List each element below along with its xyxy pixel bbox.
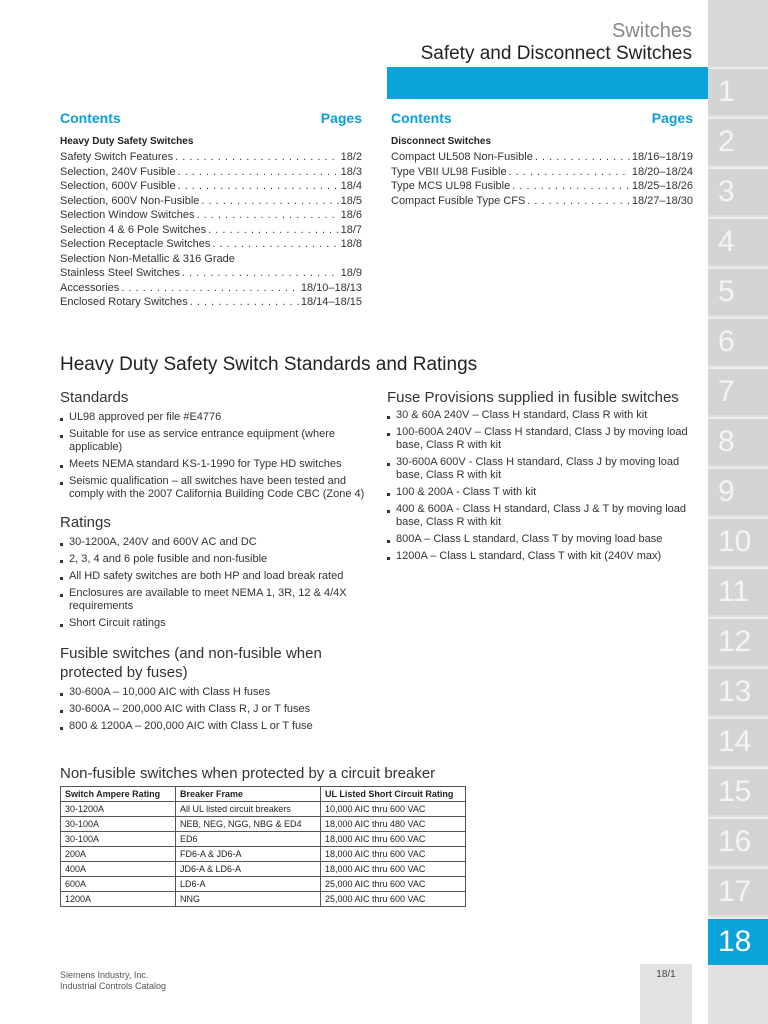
table-cell: JD6-A & LD6-A: [176, 862, 321, 877]
left-column: [60, 389, 370, 737]
contents-heading: Contents: [60, 110, 121, 126]
toc-item[interactable]: [60, 179, 362, 194]
table-cell: 10,000 AIC thru 600 VAC: [321, 802, 466, 817]
table-cell: 18,000 AIC thru 600 VAC: [321, 832, 466, 847]
list-item: 30 & 60A 240V – Class H standard, Class R with kit: [387, 409, 697, 422]
toc-item-label: Selection Receptacle Switches: [60, 238, 211, 250]
fusible-list: [60, 686, 370, 733]
toc-leader: [121, 281, 299, 296]
list-item: 100-600A 240V – Class H standard, Class J by moving load base, Class R with kit: [387, 426, 697, 452]
section-tab-9[interactable]: 9: [708, 467, 768, 515]
toc-item[interactable]: [60, 281, 362, 296]
page-number: 18/1: [640, 964, 692, 1024]
section-title: Heavy Duty Safety Switch Standards and Ratings: [60, 354, 478, 375]
table-cell: 18,000 AIC thru 480 VAC: [321, 817, 466, 832]
footer-catalog: Industrial Controls Catalog: [60, 981, 167, 991]
toc-item-label: Stainless Steel Switches: [60, 267, 180, 279]
table-cell: 30-100A: [61, 817, 176, 832]
toc-item-label: Selection 4 & 6 Pole Switches: [60, 223, 207, 236]
table-row: [61, 847, 466, 862]
list-item: Short Circuit ratings: [60, 617, 370, 630]
table-row: [61, 862, 466, 877]
toc-leader: [197, 208, 339, 223]
pages-heading: Pages: [651, 110, 693, 126]
list-item: 100 & 200A - Class T with kit: [387, 486, 697, 499]
contents-section-title: Heavy Duty Safety Switches: [60, 136, 194, 147]
toc-item-label: Compact Fusible Type CFS: [391, 194, 526, 207]
table-cell: 1200A: [61, 892, 176, 907]
toc-leader: [212, 237, 338, 252]
toc-item[interactable]: [60, 150, 362, 165]
toc-item[interactable]: [60, 223, 362, 238]
section-tab-1[interactable]: 1: [708, 67, 768, 115]
section-tab-8[interactable]: 8: [708, 417, 768, 465]
toc-item-label: Compact UL508 Non-Fusible: [391, 151, 533, 163]
list-item: Enclosures are available to meet NEMA 1, 3R, 12 & 4/4X requirements: [60, 587, 370, 613]
standards-list: [60, 411, 370, 501]
page-subtitle: Safety and Disconnect Switches: [420, 43, 692, 64]
table-cell: FD6-A & JD6-A: [176, 847, 321, 862]
section-tab-12[interactable]: 12: [708, 617, 768, 665]
table-row: [61, 892, 466, 907]
toc-item-page: 18/4: [340, 180, 362, 192]
contents-heading: Contents: [391, 110, 452, 126]
toc-item[interactable]: [60, 194, 362, 209]
table-row: [61, 832, 466, 847]
toc-item[interactable]: [391, 165, 693, 180]
toc-leader: [509, 165, 630, 180]
table-row: [61, 877, 466, 892]
toc-leader: [201, 194, 338, 209]
table-cell: 200A: [61, 847, 176, 862]
toc-leader: [178, 179, 339, 194]
toc-item[interactable]: [60, 252, 362, 267]
toc-item-page: 18/10–18/13: [300, 281, 362, 294]
toc-item-label: Accessories: [60, 281, 120, 294]
table-row: [61, 802, 466, 817]
toc-item-label: Type MCS UL98 Fusible: [391, 180, 511, 192]
table-heading: Non-fusible switches when protected by a circuit breaker: [60, 765, 436, 782]
fusible-heading: Fusible switches (and non-fusible when protected by fuses): [60, 645, 322, 681]
toc-item-label: Enclosed Rotary Switches: [60, 296, 188, 308]
table-cell: LD6-A: [176, 877, 321, 892]
table-cell: 18,000 AIC thru 600 VAC: [321, 862, 466, 877]
contents-section-title: Disconnect Switches: [391, 136, 492, 147]
toc-item-page: 18/14–18/15: [300, 296, 362, 308]
contents-left: [60, 110, 362, 310]
toc-item-page: 18/7: [340, 223, 362, 236]
section-tab-14[interactable]: 14: [708, 717, 768, 765]
page-title: Switches: [611, 20, 692, 42]
section-tab-11[interactable]: 11: [708, 567, 768, 615]
table-cell: 30-1200A: [61, 802, 176, 817]
list-item: 1200A – Class L standard, Class T with kit (240V max): [387, 550, 697, 563]
section-tab-18[interactable]: 18: [708, 917, 768, 965]
toc-item[interactable]: [60, 165, 362, 180]
toc-item-page: 18/25–18/26: [631, 180, 693, 192]
toc-item-label: Selection Non-Metallic & 316 Grade: [60, 252, 235, 265]
section-tab-spacer: [708, 0, 768, 67]
toc-item[interactable]: [391, 179, 693, 194]
table-cell: 25,000 AIC thru 600 VAC: [321, 892, 466, 907]
toc-item-page: 18/9: [340, 267, 362, 279]
toc-item[interactable]: [60, 266, 362, 281]
list-item: UL98 approved per file #E4776: [60, 411, 370, 424]
toc-item-label: Type VBII UL98 Fusible: [391, 165, 507, 178]
section-tab-5[interactable]: 5: [708, 267, 768, 315]
list-item: Seismic qualification – all switches have been tested and comply with the 2007 California Building Code CBC (Zone 4): [60, 475, 370, 501]
toc-item-page: 18/5: [340, 194, 362, 207]
footer-company: Siemens Industry, Inc.: [60, 970, 149, 980]
toc-item-label: Selection, 600V Non-Fusible: [60, 194, 200, 207]
section-tab-13[interactable]: 13: [708, 667, 768, 715]
section-tab-16[interactable]: 16: [708, 817, 768, 865]
fuse-provisions-list: [387, 409, 697, 563]
toc-item-page: 18/27–18/30: [631, 194, 693, 207]
toc-leader: [535, 150, 630, 165]
ratings-list: [60, 536, 370, 630]
toc-list: [60, 150, 362, 310]
toc-item-page: 18/16–18/19: [631, 151, 693, 163]
section-tab-2[interactable]: 2: [708, 117, 768, 165]
toc-item-label: Selection Window Switches: [60, 209, 195, 221]
toc-leader: [527, 194, 630, 209]
table-cell: 25,000 AIC thru 600 VAC: [321, 877, 466, 892]
toc-leader: [178, 165, 339, 180]
pages-heading: Pages: [320, 110, 362, 126]
table-header-row: [61, 787, 466, 802]
table-cell: 18,000 AIC thru 600 VAC: [321, 847, 466, 862]
table-cell: All UL listed circuit breakers: [176, 802, 321, 817]
list-item: 400 & 600A - Class H standard, Class J & T by moving load base, Class R with kit: [387, 503, 697, 529]
toc-leader: [512, 179, 630, 194]
list-item: 800 & 1200A – 200,000 AIC with Class L or T fuse: [60, 720, 370, 733]
list-item: Suitable for use as service entrance equipment (where applicable): [60, 428, 370, 454]
toc-leader: [182, 266, 339, 281]
list-item: Meets NEMA standard KS-1-1990 for Type HD switches: [60, 458, 370, 471]
list-item: 30-600A 600V - Class H standard, Class J by moving load base, Class R with kit: [387, 456, 697, 482]
list-item: All HD safety switches are both HP and load break rated: [60, 570, 370, 583]
toc-leader: [190, 295, 299, 310]
toc-item[interactable]: [60, 295, 362, 310]
toc-item-label: Safety Switch Features: [60, 151, 174, 163]
ratings-heading: Ratings: [60, 514, 111, 531]
list-item: 800A – Class L standard, Class T by moving load base: [387, 533, 697, 546]
ratings-table: [60, 786, 466, 907]
header-accent-bar: [387, 67, 708, 99]
table-cell: NEB, NEG, NGG, NBG & ED4: [176, 817, 321, 832]
table-column-header: Switch Ampere Rating: [61, 787, 176, 802]
toc-leader: [208, 223, 338, 238]
table-cell: 600A: [61, 877, 176, 892]
table-cell: 400A: [61, 862, 176, 877]
table-cell: NNG: [176, 892, 321, 907]
section-tab-7[interactable]: 7: [708, 367, 768, 415]
list-item: 2, 3, 4 and 6 pole fusible and non-fusible: [60, 553, 370, 566]
list-item: 30-1200A, 240V and 600V AC and DC: [60, 536, 370, 549]
section-tab-3[interactable]: 3: [708, 167, 768, 215]
toc-item[interactable]: [391, 194, 693, 209]
list-item: 30-600A – 10,000 AIC with Class H fuses: [60, 686, 370, 699]
right-column: [387, 389, 697, 567]
table-cell: ED6: [176, 832, 321, 847]
toc-item-page: 18/6: [340, 209, 362, 221]
section-tab-15[interactable]: 15: [708, 767, 768, 815]
table-row: [61, 817, 466, 832]
toc-item-label: Selection, 240V Fusible: [60, 165, 176, 178]
contents-right: [391, 110, 693, 208]
table-cell: 30-100A: [61, 832, 176, 847]
ratings-table-section: [60, 765, 466, 907]
toc-item-page: 18/3: [340, 165, 362, 178]
toc-item-page: 18/8: [340, 238, 362, 250]
list-item: 30-600A – 200,000 AIC with Class R, J or T fuses: [60, 703, 370, 716]
toc-item[interactable]: [60, 237, 362, 252]
toc-item-page: 18/2: [340, 151, 362, 163]
toc-item[interactable]: [391, 150, 693, 165]
table-column-header: UL Listed Short Circuit Rating: [321, 787, 466, 802]
section-tab-6[interactable]: 6: [708, 317, 768, 365]
toc-item-label: Selection, 600V Fusible: [60, 180, 176, 192]
toc-list: [391, 150, 693, 208]
section-tab-17[interactable]: 17: [708, 867, 768, 915]
toc-item[interactable]: [60, 208, 362, 223]
footer: [60, 970, 166, 992]
standards-heading: Standards: [60, 389, 129, 406]
fuse-provisions-heading: Fuse Provisions supplied in fusible switches: [387, 389, 679, 406]
table-body: [61, 802, 466, 907]
table-column-header: Breaker Frame: [176, 787, 321, 802]
section-tab-4[interactable]: 4: [708, 217, 768, 265]
section-tab-10[interactable]: 10: [708, 517, 768, 565]
toc-leader: [175, 150, 338, 165]
toc-item-page: 18/20–18/24: [631, 165, 693, 178]
